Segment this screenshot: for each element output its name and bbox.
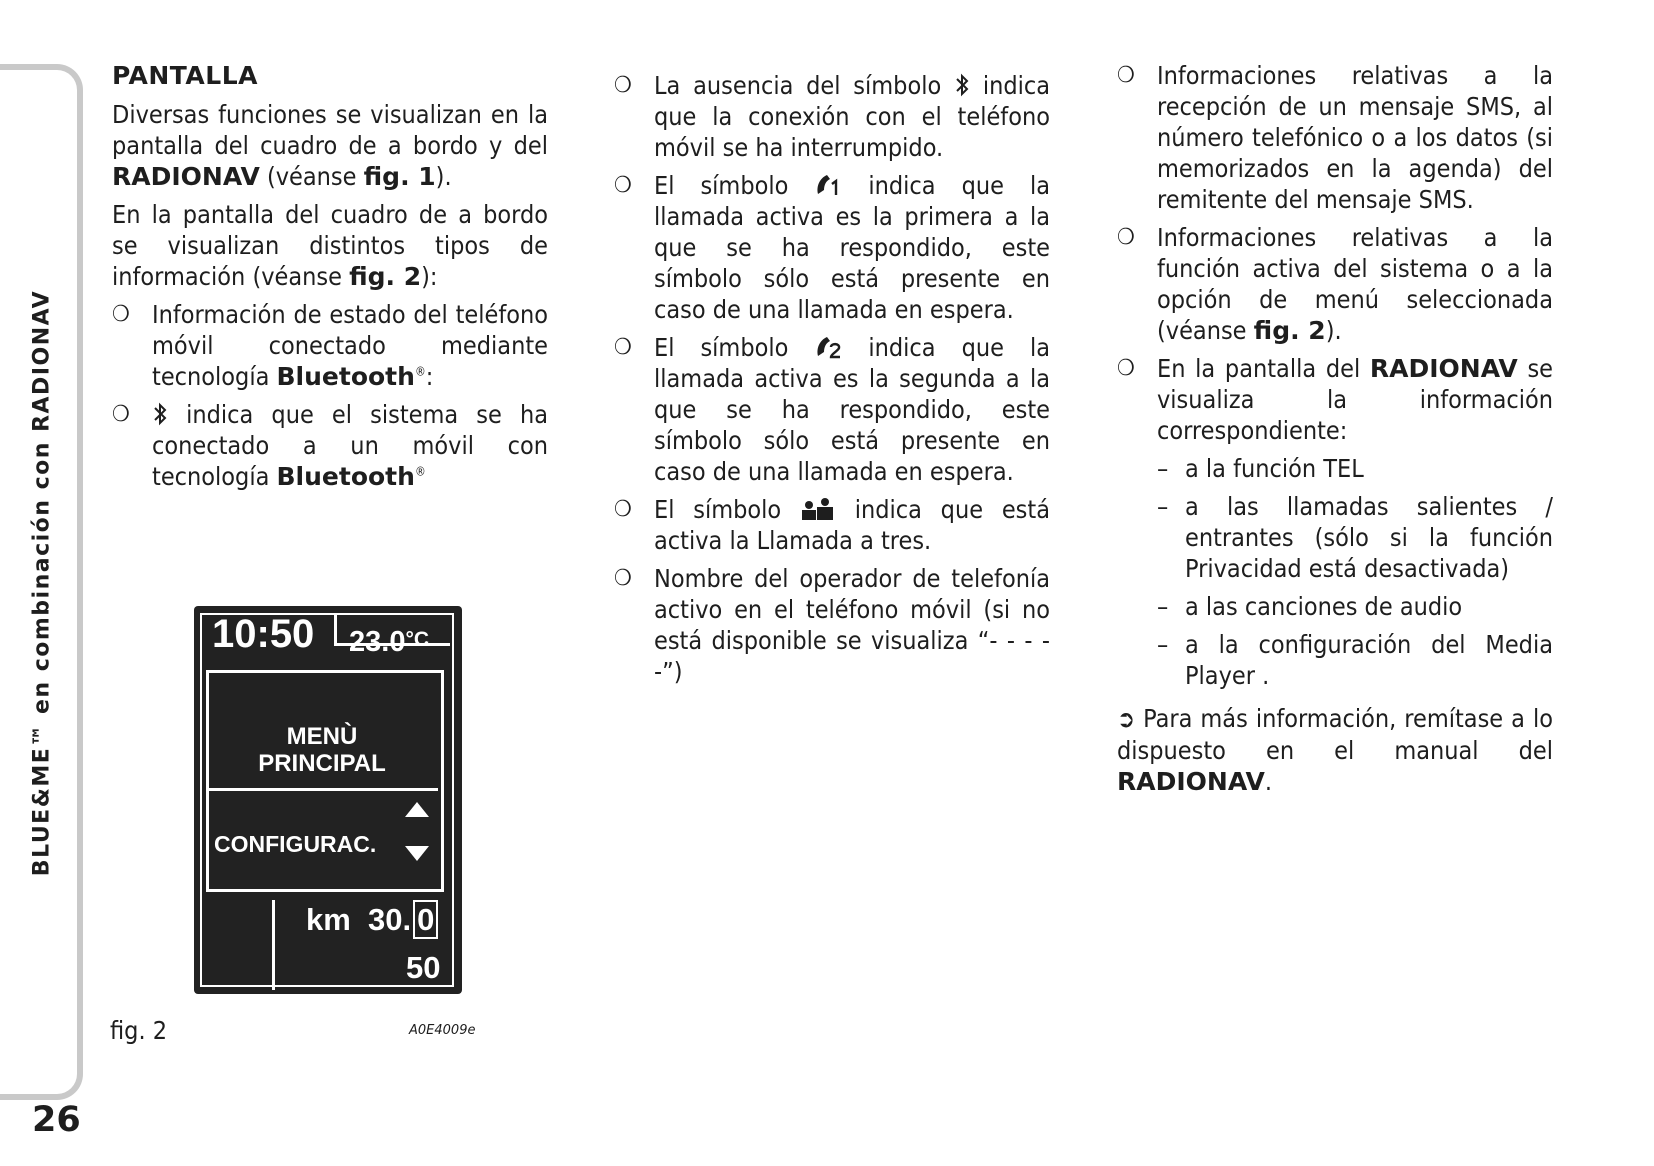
dash-item: – a las llamadas salientes / entrantes (sólo si la función Privacidad está desactivada) [1157,492,1553,583]
display-temperature: 23.0°C [349,626,430,658]
column-3 [1117,60,1553,804]
bullet-item: ❍ indica que el sistema se ha conectado a un móvil con tecnología Bluetooth® [112,400,548,491]
column-2 [614,70,1050,694]
bullet-item: ❍ Informaciones relativas a la función activa del sistema o a la opción de menú seleccionada (véanse fig. 2). [1117,223,1553,345]
display-divider [334,613,337,645]
dashboard-display-illustration [194,606,462,994]
paragraph-display-info: En la pantalla del cuadro de a bordo se visualizan distintos tipos de información (véanse fig. 2): [112,200,548,291]
conference-call-icon [800,496,836,522]
bullet-marker: ❍ [614,173,632,198]
bullet-marker: ❍ [1117,63,1135,88]
display-bottom-value: 50 [406,950,441,985]
paragraph-intro: Diversas funciones se visualizan en la pantalla del cuadro de a bordo y del RADIONAV (véanse fig. 1). [112,100,548,191]
bullet-marker: ❍ [614,566,632,591]
bullet-item: ❍ Informaciones relativas a la recepción de un mensaje SMS, al número telefónico o a los datos (si memorizados en la agenda) del remitente del mensaje SMS. [1117,61,1553,214]
bullet-item: ❍ El símbolo indica que está activa la Llamada a tres. [614,495,1050,555]
bluetooth-icon [954,72,970,98]
dash-item: – a la configuración del Media Player . [1157,630,1553,690]
display-up-down-arrows-icon [404,801,430,867]
bullet-item: ❍ La ausencia del símbolo indica que la conexión con el teléfono móvil se ha interrumpido. [614,71,1050,162]
figure-code: A0E4009e [409,1023,476,1038]
dash-item: – a la función TEL [1157,454,1364,483]
column-1 [112,60,548,499]
bullet-item: ❍ Nombre del operador de telefonía activo en el teléfono móvil (si no está disponible se visualiza “- - - - -”) [614,564,1050,686]
arrow-icon: ➲ [1117,705,1136,733]
bullet-marker: ❍ [614,497,632,522]
bluetooth-icon [152,401,168,427]
display-km-reading: km 30. 0 [306,902,438,938]
bullet-marker: ❍ [614,73,632,98]
bullet-item: ❍ El símbolo indica que la llamada activa es la primera a la que se ha respondido, este símbolo sólo está presente en caso de una llamada en espera. [614,171,1050,324]
bullet-item: ❍ En la pantalla del RADIONAV se visualiza la información correspondiente: [1117,354,1554,445]
page-number: 26 [32,1100,81,1140]
display-divider [206,788,438,791]
figure-caption: fig. 2 [110,1016,168,1045]
bullet-marker: ❍ [112,402,130,427]
bullet-marker: ❍ [1117,356,1135,381]
phone-call-1-icon [814,172,842,198]
display-config-option: CONFIGURAC. [214,831,377,857]
dash-item: – a las canciones de audio [1157,592,1463,621]
display-divider [272,900,275,990]
bullet-marker: ❍ [112,302,130,327]
bullet-item: ❍ El símbolo indica que la llamada activa es la segunda a la que se ha respondido, este símbolo sólo está presente en caso de una llamada en espera. [614,333,1050,486]
bullet-marker: ❍ [614,335,632,360]
note-paragraph: ➲ Para más información, remítase a lo dispuesto en el manual del RADIONAV. [1117,704,1553,796]
phone-call-2-icon [814,334,842,360]
display-menu-title: MENÙ PRINCIPAL [258,723,386,777]
display-time: 10:50 [212,612,315,656]
bullet-marker: ❍ [1117,225,1135,250]
section-heading: PANTALLA [112,61,258,90]
bullet-item: ❍ Información de estado del teléfono móvil conectado mediante tecnología Bluetooth®: [112,300,548,391]
